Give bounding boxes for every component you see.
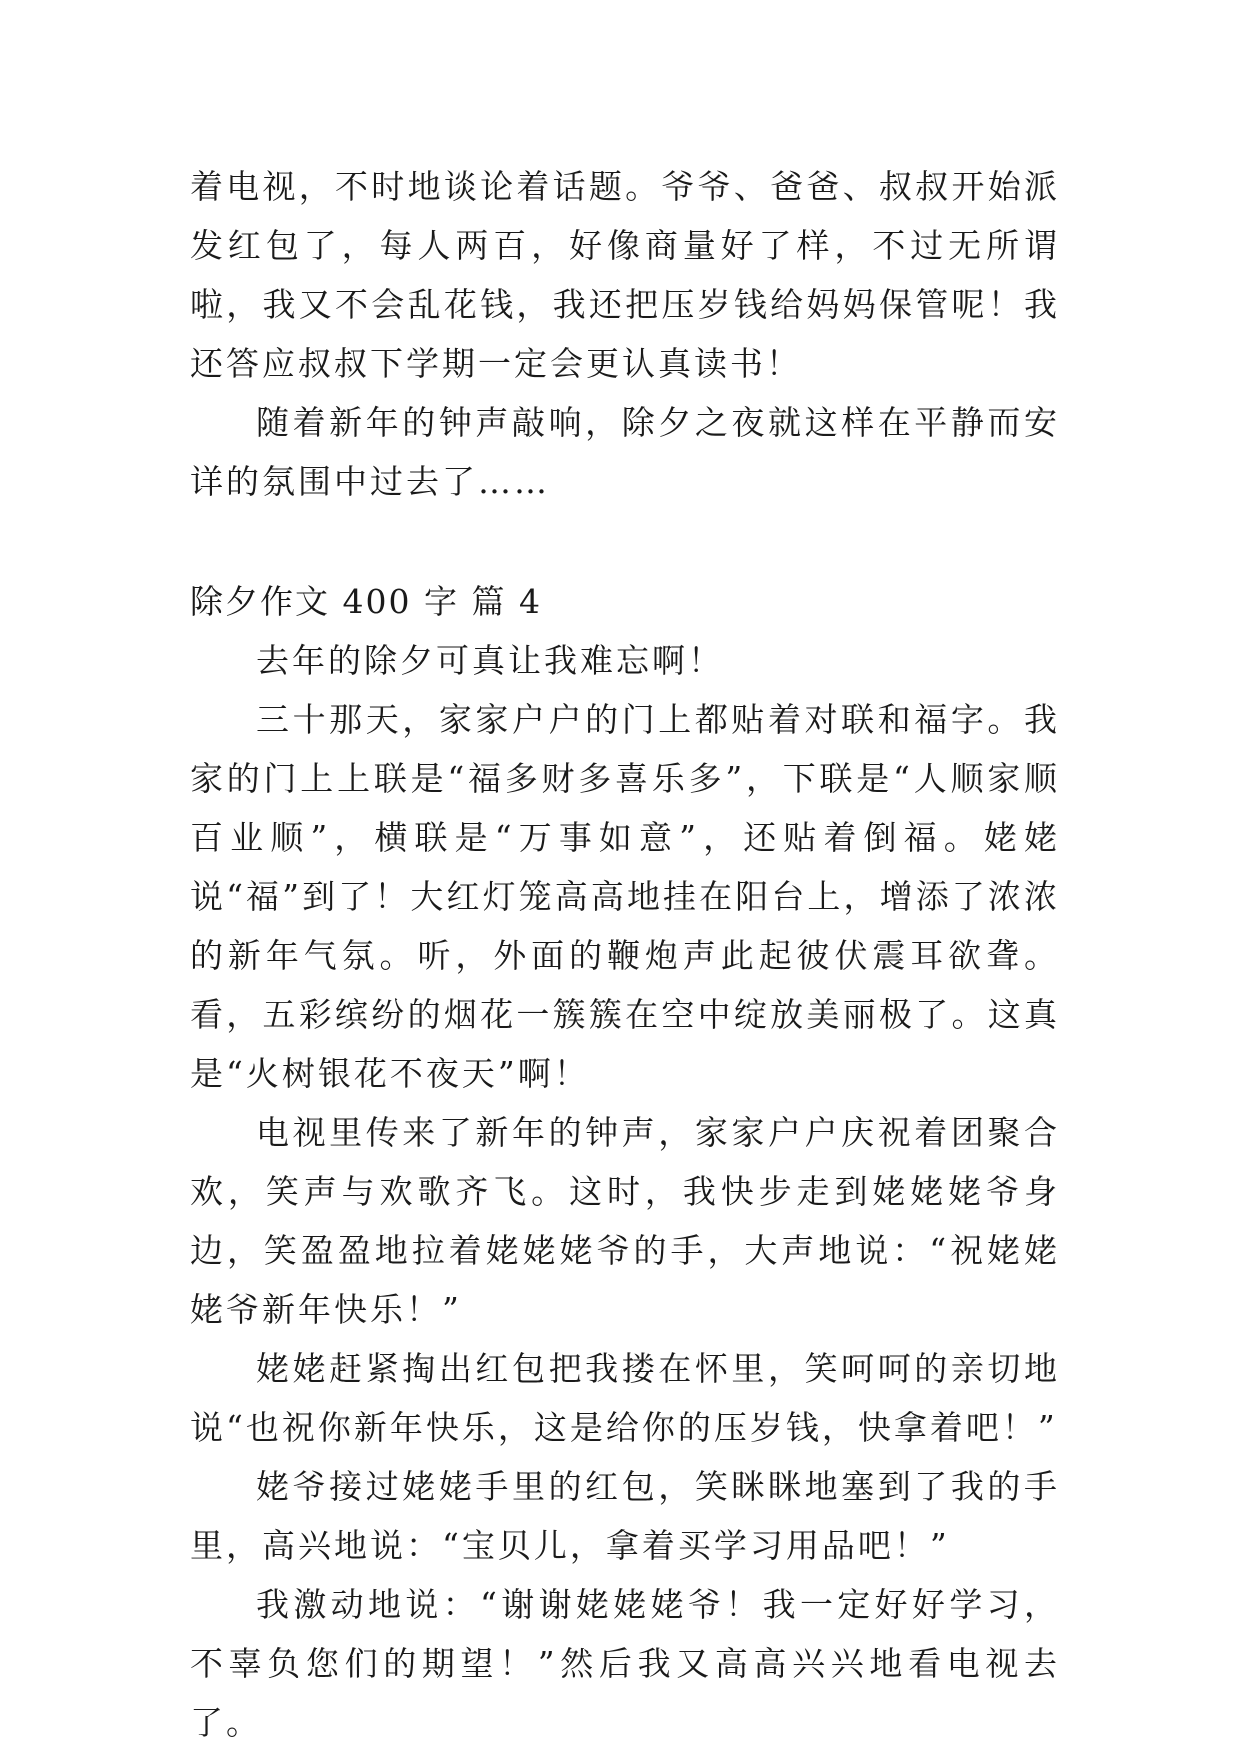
- paragraph: 姥姥赶紧掏出红包把我搂在怀里，笑呵呵的亲切地说“也祝你新年快乐，这是给你的压岁钱，快拿着吧！”: [190, 1349, 1060, 1447]
- paragraph: 电视里传来了新年的钟声，家家户户庆祝着团聚合欢，笑声与欢歌齐飞。这时，我快步走到姥姥姥爷身边，笑盈盈地拉着姥姥姥爷的手，大声地说：“祝姥姥姥爷新年快乐！”: [190, 1113, 1060, 1329]
- paragraph: 姥爷接过姥姥手里的红包，笑眯眯地塞到了我的手里，高兴地说：“宝贝儿，拿着买学习用品吧！”: [190, 1467, 1060, 1565]
- previous-essay-ending: [190, 157, 1060, 511]
- paragraph: 三十那天，家家户户的门上都贴着对联和福字。我家的门上上联是“福多财多喜乐多”，下联是“人顺家顺百业顺”，横联是“万事如意”，还贴着倒福。姥姥说“福”到了！大红灯笼高高地挂在阳台上，增添了浓浓的新年气氛。听，外面的鞭炮声此起彼伏震耳欲聋。看，五彩缤纷的烟花一簇簇在空中绽放美丽极了。这真是“火树银花不夜天”啊！: [190, 700, 1060, 1093]
- paragraph: 去年的除夕可真让我难忘啊！: [256, 641, 724, 680]
- essay-title: 除夕作文 400 字 篇 4: [190, 582, 542, 621]
- paragraph: 随着新年的钟声敲响，除夕之夜就这样在平静而安详的氛围中过去了……: [190, 403, 1060, 501]
- essay-section: [190, 572, 1060, 1752]
- paragraph: 我激动地说：“谢谢姥姥姥爷！我一定好好学习，不辜负您们的期望！”然后我又高高兴兴地看电视去了。: [190, 1585, 1060, 1742]
- paragraph: 着电视，不时地谈论着话题。爷爷、爸爸、叔叔开始派发红包了，每人两百，好像商量好了样，不过无所谓啦，我又不会乱花钱，我还把压岁钱给妈妈保管呢！我还答应叔叔下学期一定会更认真读书！: [190, 167, 1060, 383]
